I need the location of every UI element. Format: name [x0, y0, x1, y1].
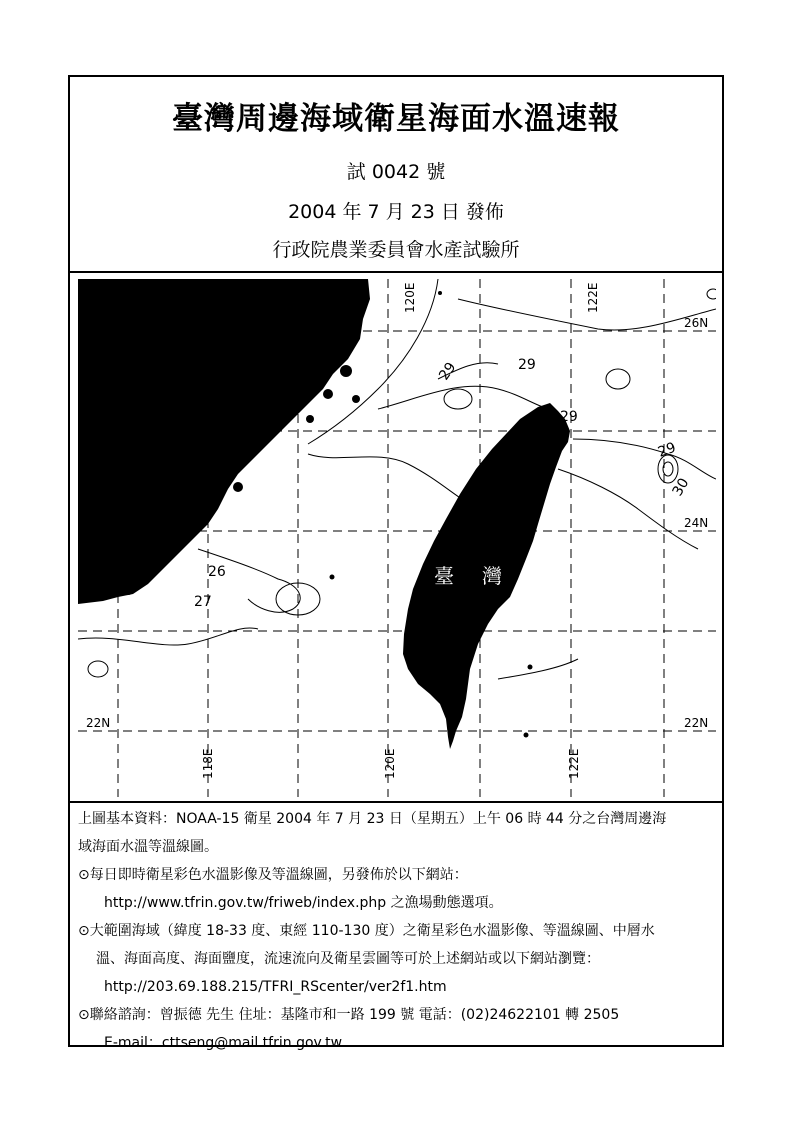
sst-contour-map	[78, 279, 716, 797]
issuing-organization: 行政院農業委員會水產試驗所	[272, 239, 520, 261]
data-source-text: 上圖基本資料：NOAA-15 衛星 2004 年 7 月 23 日（星期五）上午 06 時 44 分之台灣周邊海	[78, 811, 667, 827]
island-label-wan: 灣	[482, 564, 502, 588]
data-source-text-cont: 域海面水溫等溫線圖。	[78, 839, 218, 855]
orchid-island	[524, 733, 529, 738]
contour-label: 29	[560, 409, 578, 425]
contact-info: ⊙聯絡諮詢：曾振德 先生 住址：基隆市和一路 199 號 電話：(02)24622101 轉 2505	[78, 1007, 620, 1023]
rscenter-url-link[interactable]: http://203.69.188.215/TFRI_RScenter/ver2f1.htm	[104, 979, 447, 995]
coastal-island	[438, 291, 442, 295]
issue-number: 試 0042 號	[346, 161, 446, 183]
bulletin-title: 臺灣周邊海域衛星海面水溫速報	[172, 101, 620, 137]
lat-label-24n-right: 24N	[684, 516, 709, 530]
contour-label: 26	[208, 564, 226, 580]
bulletin-header	[70, 77, 722, 273]
coastal-island	[233, 482, 243, 492]
wide-area-note: ⊙大範圍海域（緯度 18-33 度、東經 110-130 度）之衛星彩色水溫影像、等溫線圖、中層水	[78, 923, 655, 939]
lon-label-122e-top: 122E	[586, 282, 600, 313]
coastal-island	[352, 395, 360, 403]
lon-label-118e-bottom: 118E	[201, 748, 215, 779]
coastal-island	[340, 365, 352, 377]
penghu-islet	[330, 575, 335, 580]
tfrin-url-link[interactable]: http://www.tfrin.gov.tw/friweb/index.php 之漁場動態選項。	[104, 895, 503, 911]
lat-label-22n-left: 22N	[86, 716, 111, 730]
island-label-tai: 臺	[434, 564, 454, 588]
bulletin-frame	[68, 75, 724, 1051]
green-island	[528, 665, 533, 670]
contour-label: 27	[194, 594, 212, 610]
info-section	[78, 805, 718, 1057]
contour-label: 30	[669, 475, 693, 499]
lat-label-22n-right: 22N	[684, 716, 709, 730]
issue-date: 2004 年 7 月 23 日 發佈	[288, 201, 504, 223]
wide-area-note-cont: 溫、海面高度、海面鹽度，流速流向及衛星雲圖等可於上述網站或以下網站瀏覽：	[96, 951, 600, 967]
coastal-island	[323, 389, 333, 399]
section-divider	[70, 801, 722, 803]
coastal-island	[148, 566, 158, 576]
lon-label-122e-bottom: 122E	[567, 748, 581, 779]
contour-label: 29	[518, 357, 536, 373]
contact-email-link[interactable]: E-mail：cttseng@mail.tfrin.gov.tw	[104, 1035, 343, 1051]
lat-label-26n-right: 26N	[684, 316, 709, 330]
contour-label: 29	[436, 359, 460, 384]
coastal-island	[306, 415, 314, 423]
contour-label: 29	[655, 439, 679, 461]
lon-label-120e-bottom: 120E	[383, 748, 397, 779]
map-svg	[78, 279, 716, 797]
lon-label-120e-top: 120E	[403, 282, 417, 313]
daily-image-note: ⊙每日即時衛星彩色水溫影像及等溫線圖，另發佈於以下網站：	[78, 867, 468, 883]
coastal-island	[122, 583, 134, 595]
